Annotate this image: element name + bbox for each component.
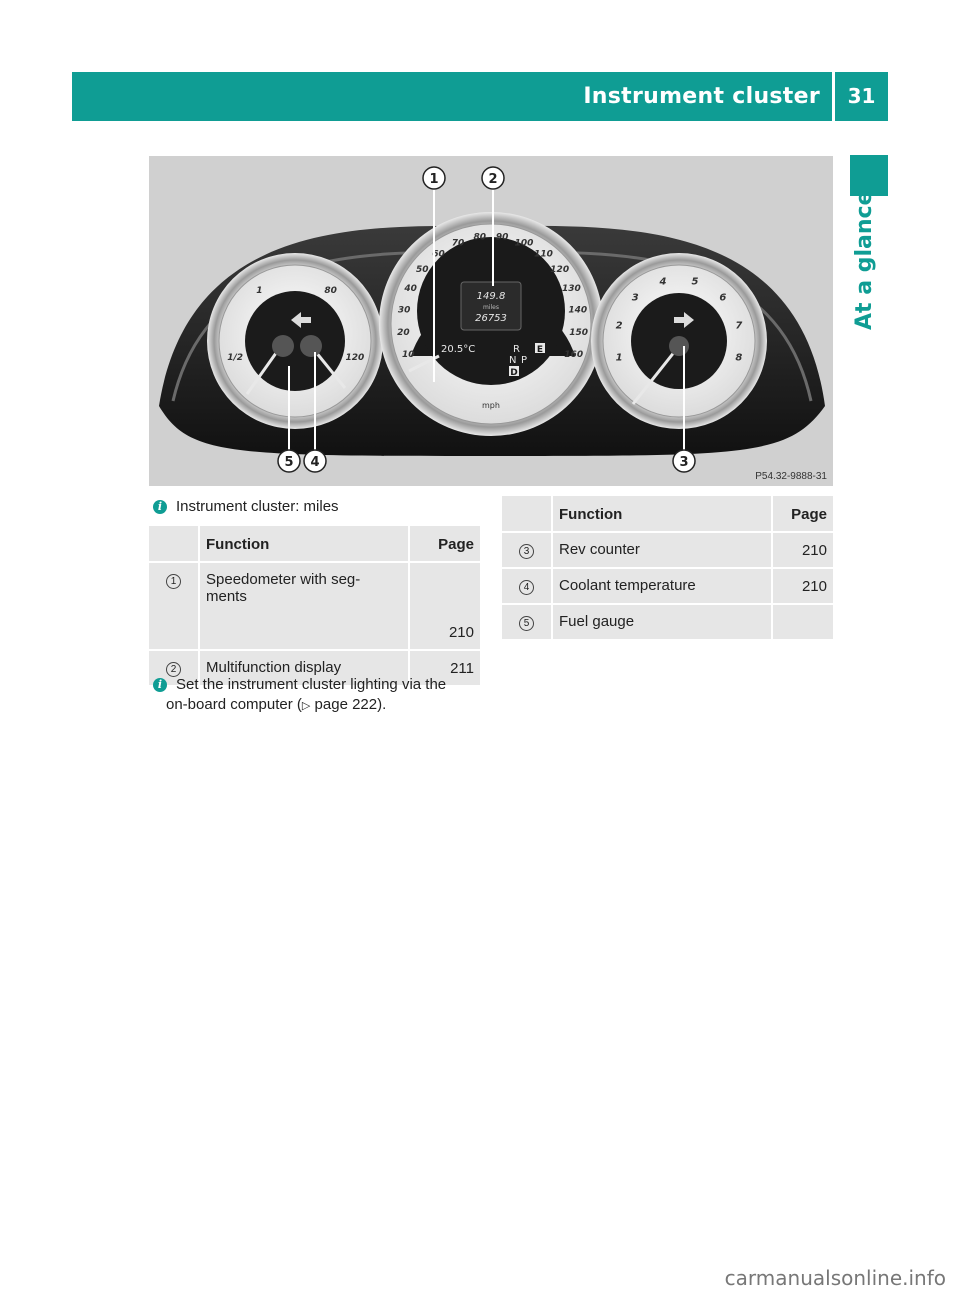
page-number: 31 [847,84,876,108]
side-tab-label [852,190,882,330]
display-trip: 149.8 [476,291,506,302]
speedometer-tick-70: 70 [451,238,465,249]
row-function-3: Rev counter [552,532,772,568]
note-line-2-start: on-board computer ( [166,696,302,713]
callout-3 [673,450,695,472]
gear-n: N [509,355,517,366]
row-page-2: 211 [409,650,480,686]
note-line-2-end: page 222). [310,696,387,713]
figure-code: P54.32-9888-31 [755,471,827,482]
coolant-hub [300,335,322,357]
rev-counter-tick-5: 5 [691,276,699,288]
speedometer-tick-10: 10 [402,350,415,361]
info-icon: i [153,678,167,692]
function-table-right [502,496,833,641]
row-number-5 [502,604,552,640]
number-badge: 1 [166,574,181,589]
number-badge: 3 [519,544,534,559]
callout-2 [482,167,504,189]
row-page-1: 210 [409,562,480,650]
function-table-left [149,526,480,687]
callout-1 [423,167,445,189]
eco-indicator: E [536,345,544,355]
rev-counter-tick-6: 6 [719,292,727,304]
display-temperature: 20.5°C [441,344,476,355]
speedometer-tick-90: 90 [495,232,509,243]
gear-p: P [521,355,528,366]
left-gauge-tick-80: 80 [324,286,337,297]
number-badge: 5 [519,616,534,631]
side-tab-text: At a glance [852,190,877,330]
row-function-1 [199,562,409,650]
speedometer-tick-30: 30 [397,305,411,316]
number-badge: 4 [519,580,534,595]
rev-counter-tick-4: 4 [659,276,667,288]
page-ref-arrow-icon: ▷ [301,700,311,712]
table-row [149,562,480,650]
gear-d: D [510,368,518,378]
header-title: Instrument cluster [583,84,820,109]
speedometer-tick-130: 130 [562,284,581,295]
speedometer-tick-140: 140 [568,305,588,316]
table-row [502,604,833,640]
table-header-row [149,526,480,562]
rev-counter-tick-7: 7 [735,320,743,332]
row-function-4: Coolant temperature [552,568,772,604]
row-page-5 [772,604,833,640]
speedometer-tick-40: 40 [404,284,417,295]
speed-unit: mph [482,401,500,410]
rev-hub [669,336,689,356]
row-page-4: 210 [772,568,833,604]
left-gauge-tick-120: 120 [345,353,365,363]
row-number-3 [502,532,552,568]
row-page-3: 210 [772,532,833,568]
svg-text:3: 3 [679,455,689,470]
number-badge: 2 [166,662,181,677]
speedometer-tick-100: 100 [514,238,534,249]
speedometer-tick-60: 60 [432,249,445,260]
speedometer-tick-110: 110 [534,249,553,260]
speedometer-tick-150: 150 [569,328,588,339]
left-gauge-tick-1-2: 1/2 [227,353,244,363]
gear-r: R [513,344,520,355]
table-row [502,532,833,568]
rev-counter-tick-3: 3 [631,292,639,304]
table-header-num [502,496,552,532]
function-line-1: Speedometer with seg- [206,571,361,588]
rev-counter-tick-1: 1 [615,352,623,364]
figure-caption: Instrument cluster: miles [176,498,339,515]
table-header-num [149,526,199,562]
svg-text:2: 2 [488,172,498,187]
row-function-5: Fuel gauge [552,604,772,640]
svg-text:5: 5 [284,455,294,470]
function-line-2: ments [206,588,247,605]
speedometer-tick-120: 120 [550,265,570,275]
table-header-page: Page [772,496,833,532]
display-odometer: 26753 [475,313,507,324]
rev-counter-tick-2: 2 [615,320,623,332]
callout-5 [278,450,300,472]
table-header-function: Function [199,526,409,562]
speedometer-tick-50: 50 [416,265,429,275]
svg-text:1: 1 [429,172,439,187]
callout-4 [304,450,326,472]
display-unit: miles [483,304,499,311]
row-function-2: Multifunction display [199,650,409,686]
fuel-hub [272,335,294,357]
table-header-row [502,496,833,532]
instrument-cluster-figure [149,156,833,486]
note-line-1: Set the instrument cluster lighting via the [176,676,447,693]
table-header-page: Page [409,526,480,562]
row-number-1 [149,562,199,650]
speedometer-tick-80: 80 [473,232,487,243]
table-header-function: Function [552,496,772,532]
svg-text:4: 4 [310,455,320,470]
speedometer-tick-20: 20 [397,328,410,339]
note-line-2 [166,695,386,716]
row-number-4 [502,568,552,604]
speedometer-tick-160: 160 [564,350,584,361]
watermark: carmanualsonline.info [724,1266,946,1290]
rev-counter-tick-8: 8 [735,352,743,364]
left-gauge-tick-1: 1 [256,286,263,297]
info-icon: i [153,500,167,514]
table-row [502,568,833,604]
instrument-cluster-illustration [149,156,833,486]
